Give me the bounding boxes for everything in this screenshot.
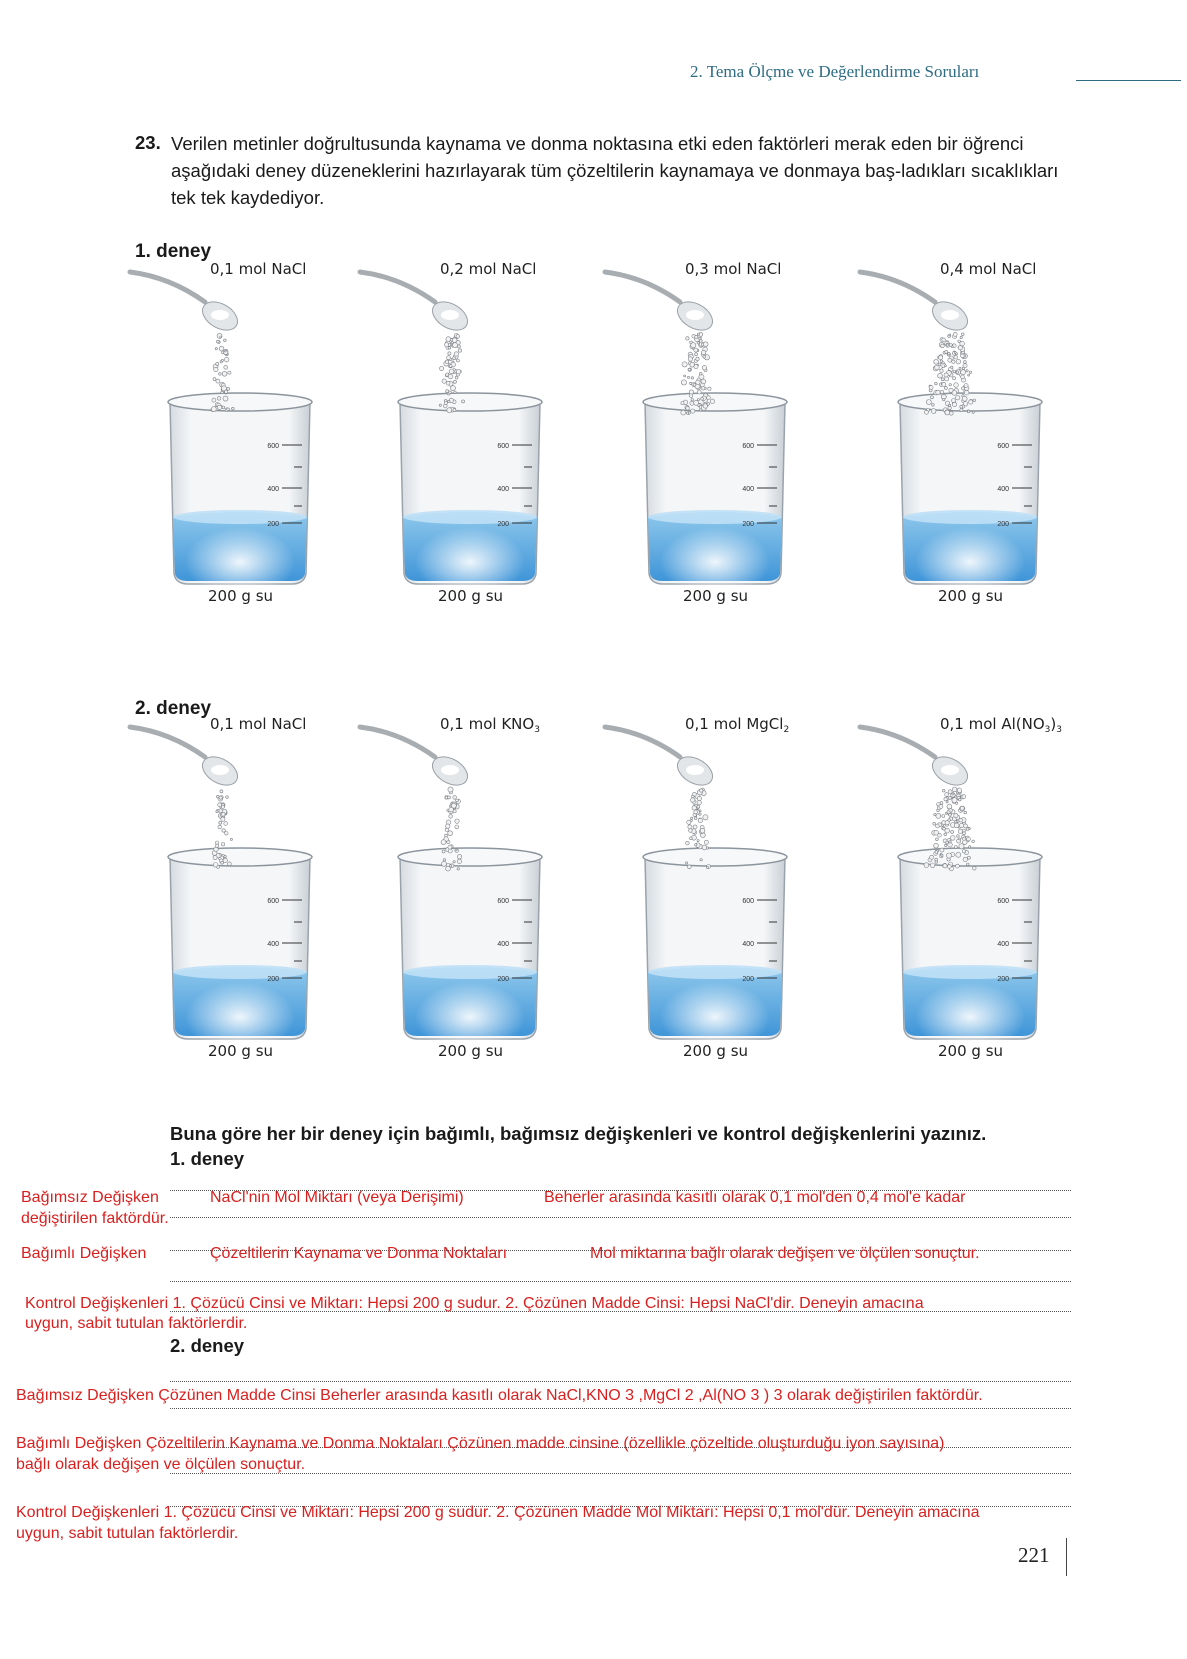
scale-label: 400	[267, 486, 279, 493]
beaker-label: 0,1 mol $KNO_3$	[440, 717, 540, 735]
spoon	[605, 272, 717, 336]
spoon	[360, 272, 472, 336]
answer1-dependent-label: Bağımlı Değişken	[21, 1245, 147, 1262]
answer2-dependent-line1: Bağımlı Değişken Çözeltilerin Kaynama ve Donma Noktaları Çözünen madde cinsine (özellikle çözeltide oluşturduğu iyon sayısına)	[16, 1435, 945, 1452]
prompt-sub-2: 2. deney	[170, 1335, 245, 1356]
answer-line	[170, 1217, 1071, 1218]
scale-label: 600	[497, 898, 509, 905]
scale-label: 600	[742, 898, 754, 905]
spoon	[860, 272, 972, 336]
question-number: 23.	[135, 132, 161, 153]
water-surface	[403, 965, 537, 979]
page-number: 221	[1018, 1543, 1050, 1567]
answer-line	[170, 1381, 1071, 1382]
water-amount-label: 200 g su	[208, 1042, 274, 1060]
water-amount-label: 200 g su	[938, 587, 1004, 605]
answer1-independent-value: NaCl'nin Mol Miktarı (veya Derişimi)	[210, 1189, 464, 1206]
beaker-rim	[643, 848, 787, 866]
beaker-rim	[643, 393, 787, 411]
scale-label: 200	[497, 976, 509, 983]
answer2-control-line1: Kontrol Değişkenleri 1. Çözücü Cinsi ve Miktarı: Hepsi 200 g sudur. 2. Çözünen Madde Mol Miktarı: Hepsi 0,1 mol'dür. Deneyin amacına	[16, 1504, 980, 1521]
scale-label: 200	[742, 976, 754, 983]
header-rule	[1076, 80, 1181, 81]
prompt-sub-1: 1. deney	[170, 1148, 245, 1169]
scale-label: 400	[742, 941, 754, 948]
water-amount-label: 200 g su	[438, 587, 504, 605]
answer2-independent-line: Bağımsız Değişken Çözünen Madde Cinsi Beherler arasında kasıtlı olarak NaCl,KNO 3 ,MgCl 2 ,Al(NO 3 ) 3 olarak değiştirilen faktördür.	[16, 1387, 983, 1404]
scale-label: 600	[267, 443, 279, 450]
answer1-dependent-value: Çözeltilerin Kaynama ve Donma Noktaları	[210, 1245, 508, 1262]
beaker-3	[605, 262, 787, 605]
question-text: Verilen metinler doğrultusunda kaynama ve donma noktasına etki eden faktörleri merak eden bir öğrenci aşağıdaki deney düzeneklerini hazırlayarak tüm çözeltilerin kaynamaya ve donmaya baş-ladıkları sıcaklıkları tek tek kaydediyor.	[171, 133, 1059, 208]
beaker-1	[130, 717, 312, 1060]
answer-line	[170, 1408, 1071, 1409]
water-amount-label: 200 g su	[683, 587, 749, 605]
answer2-dependent-line2: bağlı olarak değişen ve ölçülen sonuçtur.	[16, 1456, 306, 1473]
spoon	[130, 727, 242, 791]
water-amount-label: 200 g su	[938, 1042, 1004, 1060]
beaker-2	[360, 262, 542, 605]
beaker-4	[860, 262, 1042, 605]
page-header-title: 2. Tema Ölçme ve Değerlendirme Soruları	[690, 62, 980, 81]
beaker-rim	[398, 393, 542, 411]
answer1-control-line1: Kontrol Değişkenleri 1. Çözücü Cinsi ve Miktarı: Hepsi 200 g sudur. 2. Çözünen Madde Cinsi: Hepsi NaCl'dir. Deneyin amacına	[25, 1295, 924, 1312]
salt-particles	[924, 787, 976, 871]
beaker-label: 0,3 mol NaCl	[685, 262, 782, 278]
beaker-rim	[398, 848, 542, 866]
answer-line	[170, 1473, 1071, 1474]
answer2-control-line2: uygun, sabit tutulan faktörlerdir.	[16, 1525, 239, 1542]
beaker-rim	[168, 848, 312, 866]
scale-label: 400	[997, 486, 1009, 493]
beaker-4	[860, 717, 1062, 1060]
scale-label: 600	[997, 898, 1009, 905]
scale-label: 600	[997, 443, 1009, 450]
spoon	[360, 727, 472, 791]
beaker-label: 0,4 mol NaCl	[940, 262, 1037, 278]
experiment-2-title: 2. deney	[135, 698, 212, 719]
scale-label: 200	[267, 976, 279, 983]
page-number-rule	[1066, 1538, 1067, 1576]
scale-label: 600	[267, 898, 279, 905]
water-surface	[173, 510, 307, 524]
beaker-label: 0,1 mol MgCl$_2$	[685, 717, 790, 735]
beaker-label: 0,1 mol NaCl	[210, 262, 307, 278]
scale-label: 600	[742, 443, 754, 450]
scale-label: 200	[267, 521, 279, 528]
water-surface	[903, 510, 1037, 524]
water-surface	[648, 965, 782, 979]
beaker-rim	[168, 393, 312, 411]
water-surface	[403, 510, 537, 524]
answer1-control-line2: uygun, sabit tutulan faktörlerdir.	[25, 1315, 248, 1332]
answer1-independent-label: Bağımsız Değişken	[21, 1189, 159, 1206]
beaker-3	[605, 717, 789, 1060]
water-amount-label: 200 g su	[208, 587, 274, 605]
scale-label: 200	[742, 521, 754, 528]
water-surface	[648, 510, 782, 524]
beaker-label: 0,2 mol NaCl	[440, 262, 537, 278]
spoon	[605, 727, 717, 791]
water-surface	[173, 965, 307, 979]
scale-label: 200	[497, 521, 509, 528]
beaker-label: 0,1 mol $Al(NO_3)_3$	[940, 717, 1062, 735]
scale-label: 200	[997, 976, 1009, 983]
beaker-label: 0,1 mol NaCl	[210, 717, 307, 733]
scale-label: 400	[267, 941, 279, 948]
beaker-1	[130, 262, 312, 605]
scale-label: 400	[742, 486, 754, 493]
scale-label: 400	[997, 941, 1009, 948]
scale-label: 600	[497, 443, 509, 450]
answer1-independent-note-cont: değiştirilen faktördür.	[21, 1210, 169, 1227]
experiment-1-figure	[0, 262, 1187, 682]
spoon	[130, 272, 242, 336]
scale-label: 200	[997, 521, 1009, 528]
spoon	[860, 727, 972, 791]
answer-line	[170, 1281, 1071, 1282]
experiment-1-title: 1. deney	[135, 241, 212, 262]
water-amount-label: 200 g su	[683, 1042, 749, 1060]
answer1-dependent-note: Mol miktarına bağlı olarak değişen ve ölçülen sonuçtur.	[590, 1245, 980, 1262]
scale-label: 400	[497, 486, 509, 493]
water-amount-label: 200 g su	[438, 1042, 504, 1060]
answer1-independent-note: Beherler arasında kasıtlı olarak 0,1 mol'den 0,4 mol'e kadar	[544, 1189, 966, 1206]
prompt-question: Buna göre her bir deney için bağımlı, bağımsız değişkenleri ve kontrol değişkenlerini yazınız.	[170, 1123, 987, 1144]
water-surface	[903, 965, 1037, 979]
beaker-2	[360, 717, 542, 1060]
scale-label: 400	[497, 941, 509, 948]
experiment-2-figure	[0, 717, 1187, 1137]
